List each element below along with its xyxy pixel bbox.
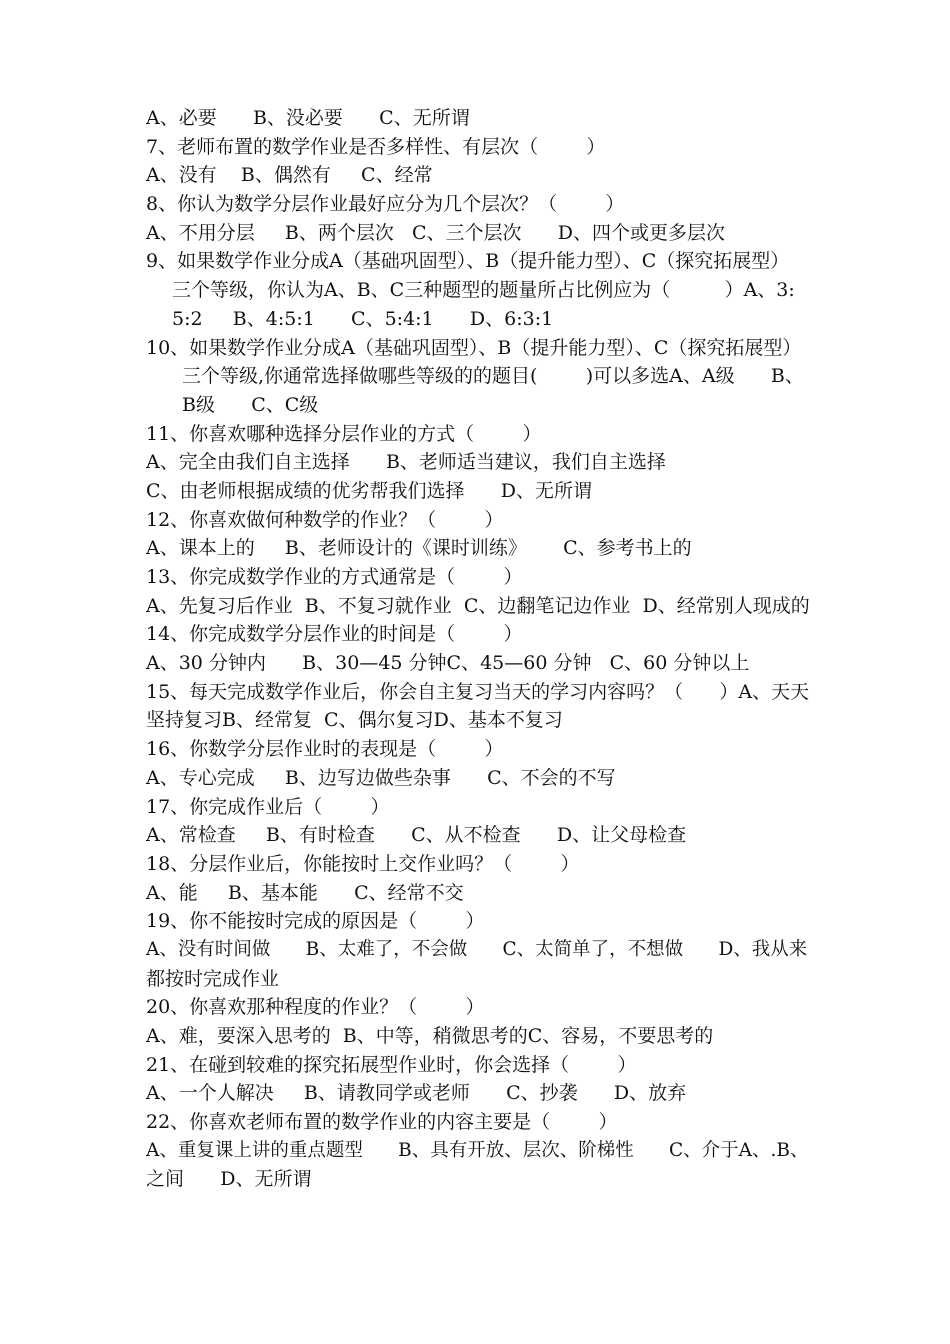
text-line: A、完全由我们自主选择 B、老师适当建议，我们自主选择 bbox=[146, 451, 666, 474]
text-line: 19、你不能按时完成的原因是（ ） bbox=[146, 910, 485, 933]
text-line: 9、如果数学作业分成A（基础巩固型）、B（提升能力型）、C（探究拓展型） bbox=[146, 250, 790, 273]
text-line: A、30 分钟内 B、30—45 分钟C、45—60 分钟 C、60 分钟以上 bbox=[146, 652, 750, 675]
text-line: A、先复习后作业 B、不复习就作业 C、边翻笔记边作业 D、经常别人现成的 bbox=[146, 594, 810, 617]
text-line: 21、在碰到较难的探究拓展型作业时，你会选择（ ） bbox=[146, 1053, 637, 1076]
questionnaire-page bbox=[146, 104, 816, 1194]
text-line: 14、你完成数学分层作业的时间是（ ） bbox=[146, 623, 523, 646]
text-line: A、常检查 B、有时检查 C、从不检查 D、让父母检查 bbox=[146, 824, 687, 847]
text-line: 22、你喜欢老师布置的数学作业的内容主要是（ ） bbox=[146, 1111, 618, 1134]
text-line: 20、你喜欢那种程度的作业？（ ） bbox=[146, 996, 485, 1019]
text-line: A、不用分层 B、两个层次 C、三个层次 D、四个或更多层次 bbox=[146, 221, 726, 244]
text-line: 坚持复习B、经常复 C、偶尔复习D、基本不复习 bbox=[146, 709, 563, 732]
text-line: 三个等级，你认为A、B、C三种题型的题量所占比例应为（ ）A、3: bbox=[172, 279, 795, 302]
text-line: A、能 B、基本能 C、经常不交 bbox=[146, 881, 464, 904]
text-line: A、课本上的 B、老师设计的《课时训练》 C、参考书上的 bbox=[146, 537, 692, 560]
text-line: A、没有时间做 B、太难了，不会做 C、太简单了，不想做 D、我从来 bbox=[146, 938, 808, 960]
text-line: 都按时完成作业 bbox=[146, 967, 280, 990]
text-line: A、必要 B、没必要 C、无所谓 bbox=[146, 107, 470, 129]
text-line: 11、你喜欢哪种选择分层作业的方式（ ） bbox=[146, 422, 542, 445]
text-line: A、专心完成 B、边写边做些杂事 C、不会的不写 bbox=[146, 766, 616, 789]
text-line: 三个等级,你通常选择做哪些等级的的题目( )可以多选A、A级 B、 bbox=[182, 365, 804, 388]
text-line: 18、分层作业后，你能按时上交作业吗？（ ） bbox=[146, 852, 580, 875]
text-line: B级 C、C级 bbox=[182, 393, 319, 416]
text-line: 15、每天完成数学作业后，你会自主复习当天的学习内容吗？（ ）A、天天 bbox=[146, 680, 810, 703]
text-line: A、重复课上讲的重点题型 B、具有开放、层次、阶梯性 C、介于A、.B、 bbox=[146, 1139, 809, 1161]
text-line: 5:2 B、4:5:1 C、5:4:1 D、6:3:1 bbox=[172, 307, 554, 330]
text-line: 7、老师布置的数学作业是否多样性、有层次（ ） bbox=[146, 135, 606, 158]
text-line: 13、你完成数学作业的方式通常是（ ） bbox=[146, 566, 523, 588]
text-line: A、难，要深入思考的 B、中等，稍微思考的C、容易，不要思考的 bbox=[146, 1025, 714, 1047]
text-line: 8、你认为数学分层作业最好应分为几个层次？（ ） bbox=[146, 193, 625, 216]
text-line: A、一个人解决 B、请教同学或老师 C、抄袭 D、放弃 bbox=[146, 1082, 687, 1105]
text-line: 10、如果数学作业分成A（基础巩固型）、B（提升能力型）、C（探究拓展型） bbox=[146, 336, 802, 359]
text-line: A、没有 B、偶然有 C、经常 bbox=[146, 164, 433, 187]
text-line: 12、你喜欢做何种数学的作业？（ ） bbox=[146, 508, 504, 531]
text-line: 17、你完成作业后（ ） bbox=[146, 795, 390, 818]
text-line: C、由老师根据成绩的优劣帮我们选择 D、无所谓 bbox=[146, 479, 593, 502]
text-line: 16、你数学分层作业时的表现是（ ） bbox=[146, 738, 504, 761]
text-line: 之间 D、无所谓 bbox=[146, 1168, 312, 1191]
